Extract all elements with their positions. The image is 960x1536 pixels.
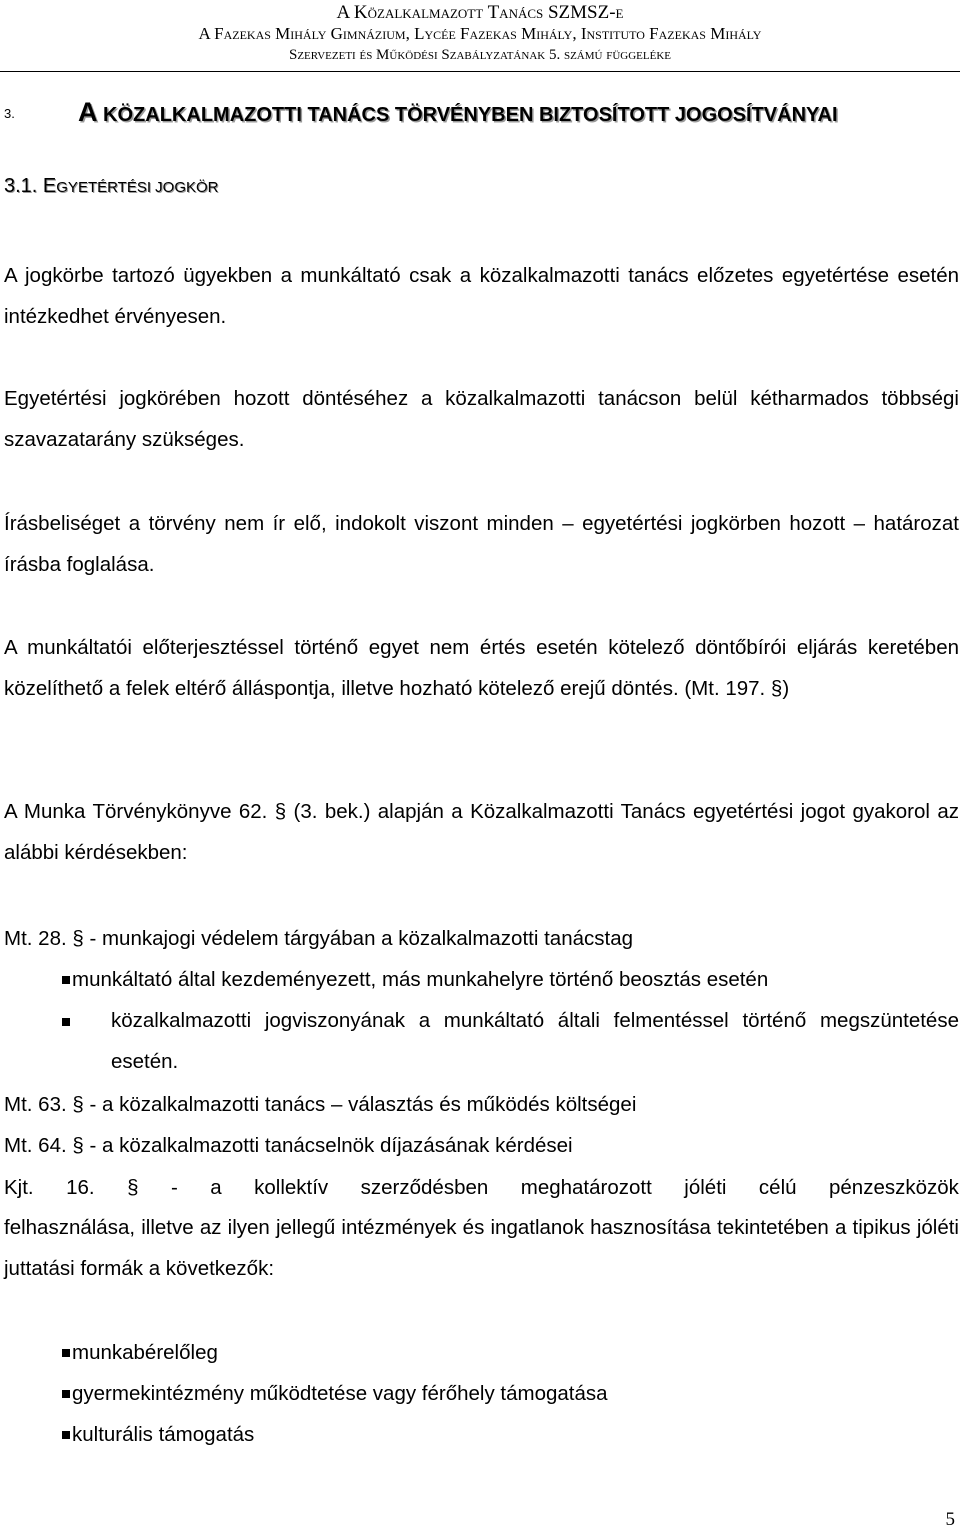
subsection-title xyxy=(4,175,219,198)
list-item: kulturális támogatás xyxy=(72,1423,255,1446)
kjt16-word: - xyxy=(170,1176,178,1199)
paragraph-5: A Munka Törvénykönyve 62. § (3. bek.) alapján a Közalkalmazotti Tanács egyetértési jogot gyakorol az alábbi kérdésekben: xyxy=(4,800,959,864)
paragraph-2: Egyetértési jogkörében hozott döntéséhez a közalkalmazotti tanácson belül kétharmados többségi szavazatarány szükséges. xyxy=(4,387,959,451)
kjt16-word: 16. xyxy=(66,1176,95,1199)
list-item: gyermekintézmény működtetése vagy férőhely támogatása xyxy=(72,1382,608,1405)
item-mt28: Mt. 28. § - munkajogi védelem tárgyában a közalkalmazotti tanácstag xyxy=(4,927,633,950)
list-item: munkabérelőleg xyxy=(72,1341,218,1364)
kjt16-word: a xyxy=(210,1176,222,1199)
section-number: 3. xyxy=(4,106,15,121)
header-divider xyxy=(0,71,960,72)
kjt16-word: jóléti xyxy=(684,1176,727,1199)
paragraph-1: A jogkörbe tartozó ügyekben a munkáltató csak a közalkalmazotti tanács előzetes egyetértése esetén intézkedhet érvényesen. xyxy=(4,264,959,328)
section-title-rest: KÖZALKALMAZOTTI TANÁCS TÖRVÉNYBEN BIZTOSÍTOTT JOGOSÍTVÁNYAI xyxy=(97,104,838,126)
kjt16-word: célú xyxy=(758,1176,797,1199)
item-mt64: Mt. 64. § - a közalkalmazotti tanácselnök díjazásának kérdései xyxy=(4,1134,573,1157)
kjt16-word: meghatározott xyxy=(520,1176,652,1199)
kjt16-word: pénzeszközök xyxy=(829,1176,959,1199)
section-title xyxy=(78,97,838,128)
header-line-3: Szervezeti és Működési Szabályzatának 5. számú függeléke xyxy=(289,47,671,63)
kjt16-word: Kjt. xyxy=(4,1176,34,1199)
subsection-number: 3.1. xyxy=(4,175,38,197)
header-line-1: A Közalkalmazott Tanács SZMSZ-e xyxy=(336,2,624,23)
kjt16-word: szerződésben xyxy=(360,1176,489,1199)
item-kjt16-first-line xyxy=(4,1176,959,1200)
header-line-2: A Fazekas Mihály Gimnázium, Lycée Fazekas Mihály, Instituto Fazekas Mihály xyxy=(198,24,762,43)
paragraph-3: Írásbeliséget a törvény nem ír elő, indokolt viszont minden – egyetértési jogkörben hozott – határozat írásba foglalása. xyxy=(4,512,959,576)
subsection-title-rest: GYETÉRTÉSI JOGKÖR xyxy=(56,179,219,196)
list-item: munkáltató által kezdeményezett, más munkahelyre történő beosztás esetén xyxy=(72,968,769,991)
subsection-title-initial: E xyxy=(42,175,57,197)
section-title-initial: A xyxy=(78,97,98,127)
item-kjt16-rest: felhasználása, illetve az ilyen jellegű intézmények és ingatlanok hasznosítása tekintetében a tipikus jóléti juttatási formák a következők: xyxy=(4,1216,959,1280)
paragraph-4: A munkáltatói előterjesztéssel történő egyet nem értés esetén kötelező döntőbírói eljárás keretében közelíthető a felek eltérő álláspontja, illetve hozható kötelező erejű döntés. (Mt. 197. §) xyxy=(4,636,959,700)
page-number: 5 xyxy=(945,1509,955,1530)
kjt16-word: § xyxy=(127,1176,139,1199)
item-mt63: Mt. 63. § - a közalkalmazotti tanács – választás és működés költségei xyxy=(4,1093,637,1116)
list-item: közalkalmazotti jogviszonyának a munkáltató általi felmentéssel történő megszüntetése esetén. xyxy=(111,1009,959,1073)
kjt16-word: kollektív xyxy=(254,1176,329,1199)
